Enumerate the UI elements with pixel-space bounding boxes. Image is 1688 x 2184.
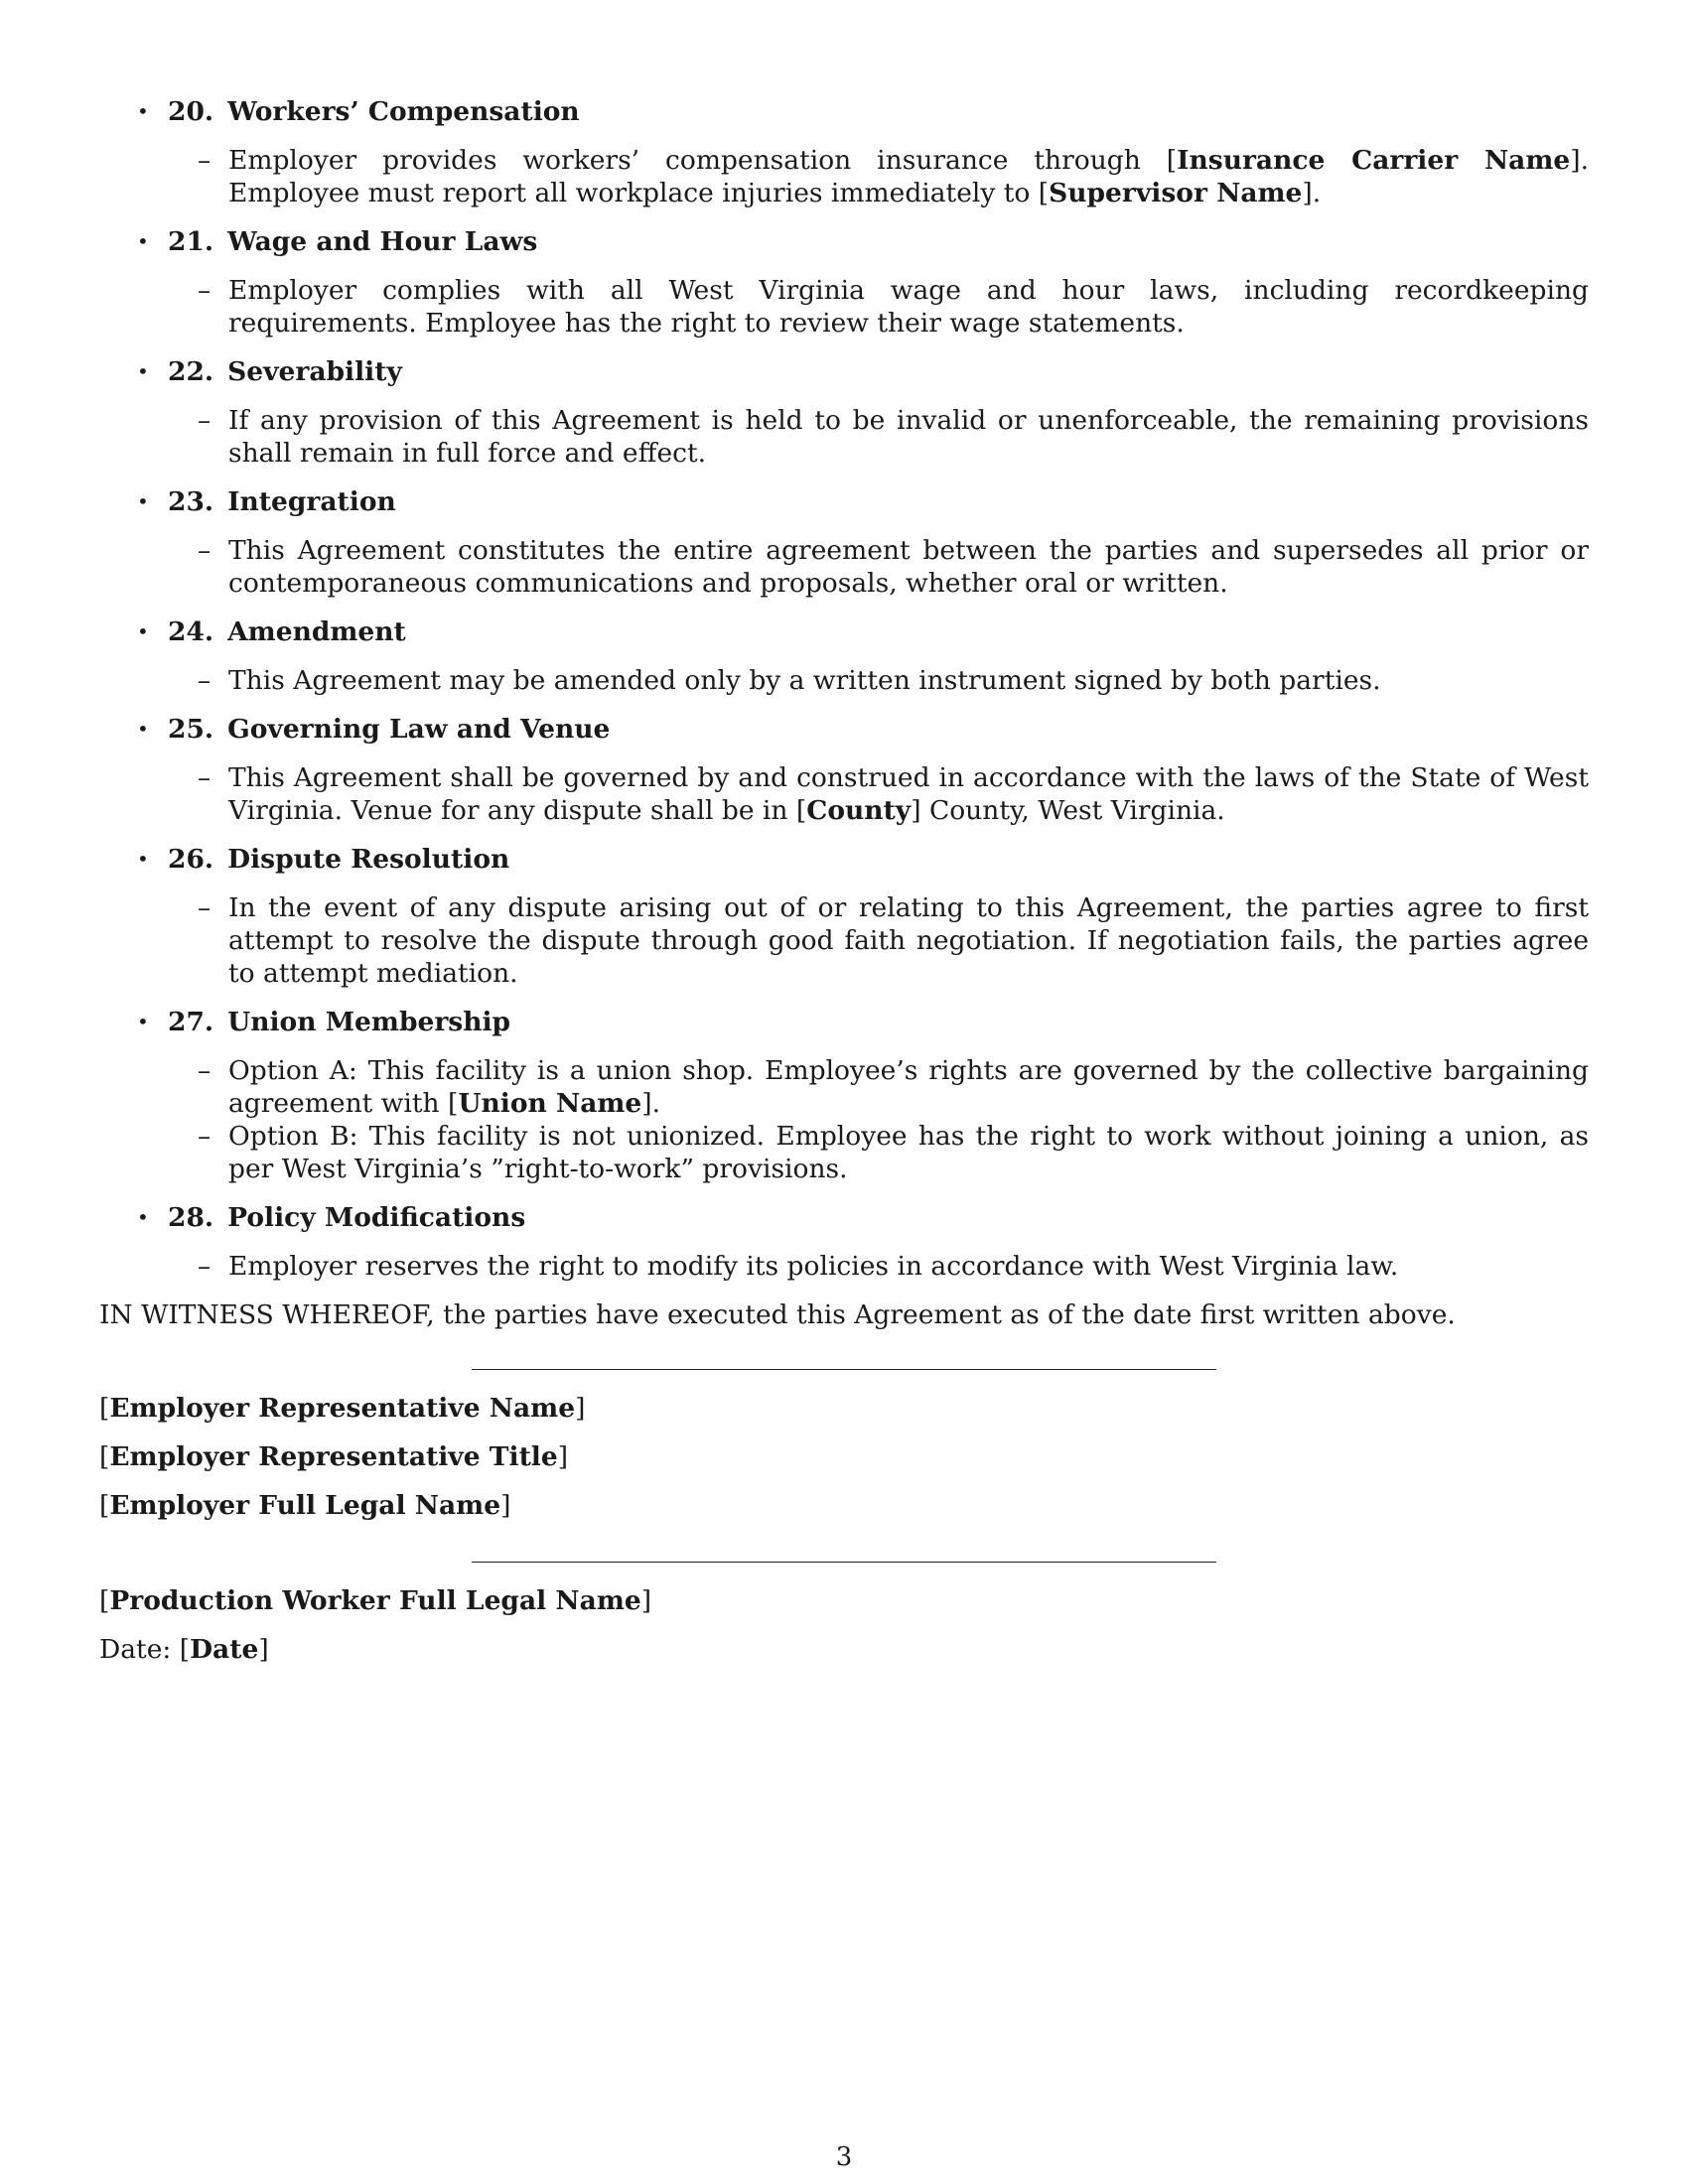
date-label: Date: [99,1634,172,1665]
section-number: 22. [168,356,214,387]
section-items [99,1250,1589,1283]
employer-signature-line [472,1369,1216,1370]
section-title: Integration [227,486,396,517]
section-items [99,144,1589,209]
section-heading [168,225,1589,258]
section-items [99,891,1589,990]
section-number: 24. [168,616,214,647]
dash-icon: – [198,535,211,566]
section-21 [99,225,1589,340]
section-title: Wage and Hour Laws [227,226,538,257]
item-text: In the event of any dispute arising out of or relating to this Agreement, the parties agree to first attempt to resolve the dispute through good faith negotiation. If negotiation fails, the parties agree to attempt mediation. [228,892,1589,989]
item-text: Employer complies with all West Virginia wage and hour laws, including recordkeeping requirements. Employee has the right to review their wage statements. [228,275,1589,339]
item-text: Employer reserves the right to modify its policies in accordance with West Virginia law. [228,1251,1399,1282]
employer-rep-title: [Employer Representative Title] [99,1441,569,1472]
bullet-icon: • [137,1205,149,1229]
bullet-icon: • [137,717,149,741]
item-text: This Agreement may be amended only by a written instrument signed by both parties. [228,665,1381,696]
section-heading [168,713,1589,746]
section-items [99,404,1589,470]
bullet-icon: • [137,359,149,383]
bullet-icon: • [137,229,149,253]
sections-list [99,95,1589,1283]
section-items [99,664,1589,697]
bullet-icon: • [137,489,149,513]
section-items [99,274,1589,340]
dash-icon: – [198,145,211,176]
list-item [99,404,1589,470]
list-item [99,144,1589,209]
section-number: 23. [168,486,214,517]
dash-icon: – [198,1251,211,1282]
section-number: 25. [168,714,214,745]
signature-date: Date: [Date] [99,1634,269,1665]
section-items [99,1054,1589,1185]
worker-signature-block [99,1584,1589,1666]
item-text: This Agreement shall be governed by and construed in accordance with the laws of the State of West Virginia. Venue for any dispute shall be in [ [228,762,1589,826]
section-number: 27. [168,1007,214,1037]
dash-icon: – [198,405,211,436]
worker-signature-line [472,1562,1216,1563]
section-items [99,534,1589,600]
witness-statement: IN WITNESS WHEREOF, the parties have executed this Agreement as of the date first written above. [99,1299,1456,1330]
item-text: If any provision of this Agreement is held to be invalid or unenforceable, the remaining provisions shall remain in full force and effect. [228,405,1589,469]
section-20 [99,95,1589,209]
section-heading [168,615,1589,648]
dash-icon: – [198,275,211,306]
section-28 [99,1201,1589,1283]
section-number: 28. [168,1202,214,1233]
section-title: Amendment [227,616,406,647]
item-text: ] County, West Virginia. [911,795,1225,826]
section-title: Governing Law and Venue [227,714,611,745]
item-text: This Agreement constitutes the entire agreement between the parties and supersedes all prior or contemporaneous communications and proposals, whether oral or written. [228,535,1589,599]
item-text: ]. [1302,178,1322,208]
section-heading [168,355,1589,388]
section-26 [99,843,1589,990]
employer-rep-name: [Employer Representative Name] [99,1393,586,1424]
list-item [99,761,1589,827]
bullet-icon: • [137,99,149,123]
dash-icon: – [198,762,211,793]
page-number: 3 [835,2142,853,2172]
list-item [99,274,1589,340]
section-number: 20. [168,96,214,127]
item-text: ]. Employee must report all workplace injuries immediately to [ [228,145,1590,208]
date-value: Date [190,1634,259,1665]
item-text: ]. [641,1088,661,1119]
section-24 [99,615,1589,697]
placeholder-field: Union Name [458,1088,642,1119]
list-item [99,891,1589,990]
section-heading [168,485,1589,518]
placeholder-field: County [806,795,912,826]
list-item [99,1250,1589,1283]
item-text: Option A: This facility is a union shop. Employee’s rights are governed by the collective bargaining agreement with [ [228,1055,1589,1119]
bullet-icon: • [137,847,149,871]
item-text: Employer provides workers’ compensation insurance through [ [228,145,1178,176]
placeholder-field: Insurance Carrier Name [1177,145,1571,176]
section-title: Severability [227,356,402,387]
section-number: 26. [168,844,214,875]
section-title: Union Membership [227,1007,511,1037]
section-22 [99,355,1589,470]
section-title: Workers’ Compensation [227,96,580,127]
section-heading [168,843,1589,876]
section-27 [99,1006,1589,1185]
section-25 [99,713,1589,827]
section-items [99,761,1589,827]
worker-legal-name: [Production Worker Full Legal Name] [99,1585,652,1616]
section-title: Dispute Resolution [227,844,510,875]
placeholder-field: Supervisor Name [1049,178,1303,208]
list-item [99,1054,1589,1120]
document-page [99,95,1589,1683]
section-title: Policy Modifications [227,1202,526,1233]
list-item [99,534,1589,600]
dash-icon: – [198,665,211,696]
bullet-icon: • [137,619,149,643]
list-item [99,664,1589,697]
section-heading [168,1006,1589,1038]
dash-icon: – [198,1055,211,1086]
bullet-icon: • [137,1010,149,1033]
employer-signature-block [99,1392,1589,1522]
item-text: Option B: This facility is not unionized. Employee has the right to work without joining a union, as per West Virginia’s ”right-to-work” provisions. [228,1121,1589,1184]
section-heading [168,1201,1589,1234]
dash-icon: – [198,892,211,923]
list-item [99,1120,1589,1185]
section-23 [99,485,1589,600]
dash-icon: – [198,1121,211,1152]
section-number: 21. [168,226,214,257]
section-heading [168,95,1589,128]
employer-legal-name: [Employer Full Legal Name] [99,1490,511,1521]
